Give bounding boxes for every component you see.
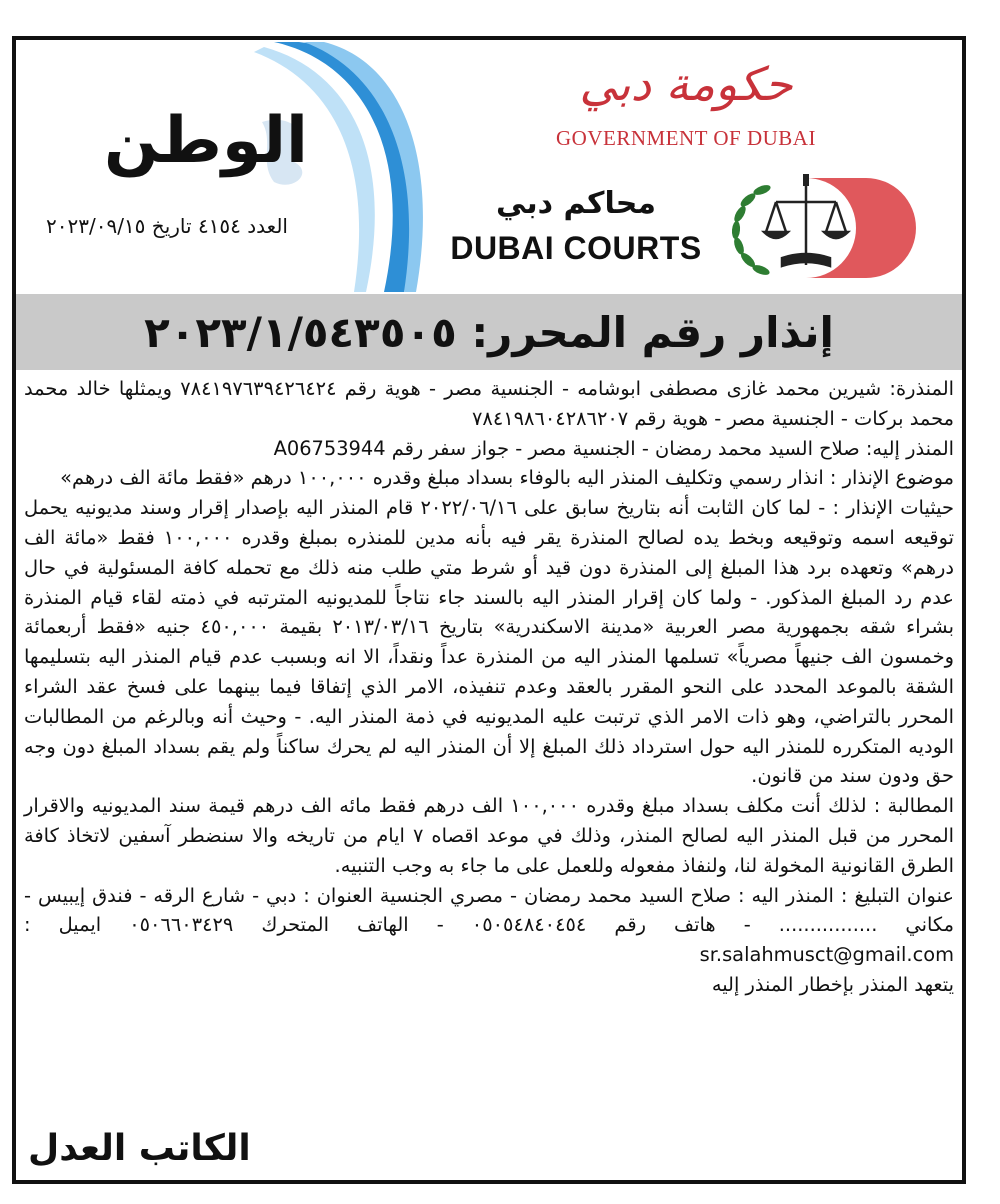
address-text: عنوان التبليغ : المنذر اليه : صلاح السيد محمد رمضان - مصري الجنسية العنوان : دبي - شارع الرقه - فندق إيبيس - مكاني ................ - هاتف رقم ٠٥٠٥٤٨٤٠٤٥٤ - الهاتف المتحرك ٠٥٠٦٦٠٣٤٢٩ ايميل :	[24, 883, 954, 937]
dubai-courts-wordmark	[446, 184, 706, 274]
warner-paragraph: المنذرة: شيرين محمد غازى مصطفى ابوشامه - الجنسية مصر - هوية رقم ٧٨٤١٩٧٦٣٩٤٢٦٤٢٤ ويمثلها خالد محمد محمد بركات - الجنسية مصر - هوية رقم ٧٨٤١٩٨٦٠٤٢٨٦٢٠٧	[24, 377, 955, 430]
newspaper-name: الوطن	[104, 104, 308, 178]
government-name-english: GOVERNMENT OF DUBAI	[556, 126, 816, 150]
dubai-courts-emblem-icon	[706, 170, 916, 285]
newspaper-masthead	[24, 42, 424, 292]
notary-signature: الكاتب العدل	[28, 1128, 251, 1169]
notice-frame	[12, 36, 966, 1184]
undertaking-paragraph: يتعهد المنذر بإخطار المنذر إليه	[711, 972, 954, 996]
notice-title: إنذار رقم المحرر: ٢٠٢٣/١/٥٤٣٥٠٥	[144, 307, 834, 357]
claim-paragraph: المطالبة : لذلك أنت مكلف بسداد مبلغ وقدره ١٠٠,٠٠٠ الف درهم فقط مائه الف درهم قيمة سند المديونيه والاقرار المحرر من قبل المنذر اليه لصالح المنذر، وذلك في موعد اقصاه ٧ ايام من تاريخه والا سنضطر آسفين لاتخاذ كافة الطرق القانونية المخولة لنا، ولنفاذ مفعوله وللعمل على ما جاء به وجب التنبيه.	[24, 794, 954, 877]
notice-body	[24, 374, 954, 1000]
header	[16, 40, 962, 294]
warned-party-paragraph: المنذر إليه: صلاح السيد محمد رمضان - الجنسية مصر - جواز سفر رقم A06753944	[273, 436, 954, 460]
subject-paragraph: موضوع الإنذار : انذار رسمي وتكليف المنذر اليه بالوفاء بسداد مبلغ وقدره ١٠٠,٠٠٠ درهم «فقط مائة الف درهم»	[60, 466, 954, 490]
grounds-paragraph: حيثيات الإنذار : - لما كان الثابت أنه بتاريخ سابق على ٢٠٢٢/٠٦/١٦ قام المنذر اليه بإصدار إقرار وسند مديونيه يحمل توقيعه اسمه وتوقيعه وبخط يده لصالح المنذرة يقر فيه بأنه مدين للمنذره بمبلغ وقدره ١٠٠,٠٠٠ فقط «مائة الف درهم» وتعهده برد هذا المبلغ إلى المنذرة دون قيد أو شرط متي طلب منه ذلك مع تحمله كافة المسئولية في حال عدم رد المبلغ المذكور. - ولما كان إقرار المنذر اليه بالسند جاء نتاجاً للمديونيه المترتبه في ذمته لقاء قيام المنذرة بشراء شقه بجمهورية مصر العربية «مدينة الاسكندرية» بتاريخ ٢٠١٣/٠٣/١٦ بقيمة ٤٥٠,٠٠٠ جنيه «فقط أربعمائة وخمسون الف جنيهاً مصرياً» تسلمها المنذر اليه من المنذرة عداً ونقداً، الا انه وبسبب عدم قيام المنذر اليه بتسليمها الشقة بالموعد المحدد على النحو المقرر بالعقد وعدم تنفيذه، الامر الذي إتفاقا فيما بينهما على فسخ عقد الشراء المحرر بالتراضي، وهو ذات الامر الذي ترتبت عليه المديونيه في ذمة المنذر اليه. - وحيث أنه وبالرغم من المطالبات الوديه المتكرره للمنذر اليه حول استرداد ذلك المبلغ إلا أن المنذر اليه لم يحرك ساكناً ولم يقم بسداد المبلغ دون وجه حق ودون سند من قانون.	[24, 496, 954, 788]
courts-name-arabic: محاكم دبي	[496, 186, 656, 221]
notice-title-banner	[16, 294, 962, 370]
issue-line: العدد ٤١٥٤ تاريخ ٢٠٢٣/٠٩/١٥	[46, 214, 288, 238]
government-name-arabic: حكومة دبي	[579, 57, 793, 111]
courts-name-english: DUBAI COURTS	[450, 230, 702, 266]
government-of-dubai-logo	[536, 52, 836, 162]
email-address: sr.salahmusct@gmail.com	[699, 943, 954, 967]
address-paragraph	[24, 881, 954, 970]
